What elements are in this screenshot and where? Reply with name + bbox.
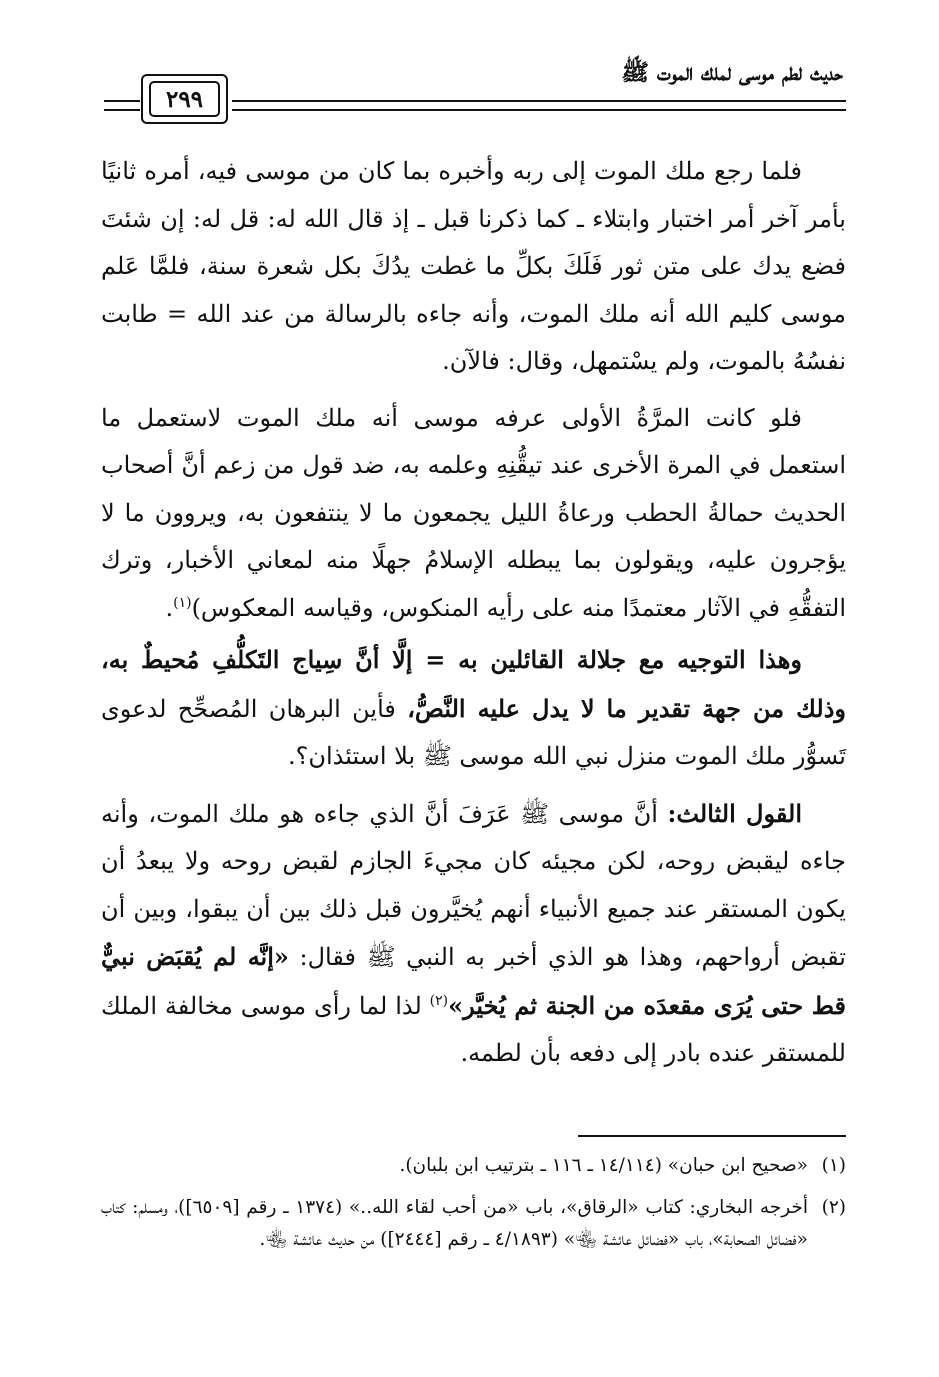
section-heading-third-opinion: القول الثالث: bbox=[667, 798, 802, 828]
paragraph-4-tail: لذا لما رأى موسى مخالفة الملك للمستقر عنده بادر إلى دفعه بأن لطمه. bbox=[101, 991, 846, 1067]
footnote-separator bbox=[578, 1135, 846, 1137]
header-rule bbox=[232, 100, 846, 111]
paragraph-2-text: فلو كانت المرَّةُ الأولى عرفه موسى أنه ملك الموت لاستعمل ما استعمل في المرة الأخرى عند تيقُّنِهِ وعلمه به، ضد قول من زعم أنَّ أصحاب الحديث حمالةُ الحطب ورعاةُ الليل يجمعون ما لا ينتفعون به، ويروون ما لا يؤجرون عليه، ويقولون بما يبطله الإسلامُ جهلًا منه لمعاني الأخبار، وترك التفقُّهِ في الآثار معتمدًا منه على رأيه المنكوس، وقياسه المعكوس) bbox=[101, 403, 846, 622]
paragraph-2-tail: . bbox=[165, 593, 174, 622]
page-number: ٢٩٩ bbox=[149, 81, 220, 117]
paragraph-1 bbox=[101, 148, 846, 386]
footnote-2 bbox=[101, 1192, 846, 1256]
main-text bbox=[101, 148, 846, 1087]
paragraph-3-bold-text: وهذا التوجيه مع جلالة القائلين به = إلَّا أنَّ سِياج التَكلُّفِ مُحيطٌ به، وذلك من جهة تقدير ما لا يدل عليه النَّصُّ، bbox=[101, 645, 846, 723]
paragraph-4 bbox=[101, 790, 846, 1078]
hadith-quote: «إنَّه لم يُقبَض نبيٌّ قط حتى يُرَى مقعدَه من الجنة ثم يُخيَّر» bbox=[101, 942, 846, 1020]
paragraph-3 bbox=[101, 636, 846, 781]
footnote-2-number: (٢) bbox=[821, 1197, 846, 1218]
footnotes bbox=[101, 1150, 846, 1266]
footnote-ref-1[interactable]: (١) bbox=[173, 594, 192, 611]
paragraph-3-text: فأين البرهان المُصحِّح لدعوى تَسوُّر ملك الموت منزل نبي الله موسى ﷺ بلا استئذان؟. bbox=[101, 694, 846, 770]
paragraph-1-text: فلما رجع ملك الموت إلى ربه وأخبره بما كان من موسى فيه، أمره ثانيًا بأمر آخر أمر اختبار وابتلاء ـ كما ذكرنا قبل ـ إذ قال الله له: قل له: إن شئتَ فضع يدك على متن ثور فَلَكَ بكلِّ ما غطت يدُكَ بكل شعرة سنة، فلمَّا عَلم موسى كليم الله أنه ملك الموت، وأنه جاءه بالرسالة من عند الله = طابت نفسُهُ بالموت، ولم يسْتمهل، وقال: فالآن. bbox=[101, 157, 846, 375]
footnote-1-number: (١) bbox=[821, 1155, 846, 1176]
footnote-2-text: أخرجه البخاري: كتاب «الرقاق»، باب «من أحب لقاء الله..» (١٣٧٤ ـ رقم [٦٥٠٩])، ومسلم: كتاب «فضائل الصحابة»، باب «فضائل عائشة ﵄» (٤/١٨٩٣ ـ رقم [٢٤٤٤]) من حديث عائشة ﵄. bbox=[101, 1197, 808, 1250]
running-title: حديث لطم موسى لملك الموت ﷺ bbox=[621, 59, 843, 86]
paragraph-2 bbox=[101, 395, 846, 633]
footnote-1-text: «صحيح ابن حبان» (١٤/١١٤ ـ ١١٦ ـ بترتيب ابن بلبان). bbox=[399, 1155, 808, 1176]
footnote-ref-2[interactable]: (٢) bbox=[429, 992, 449, 1009]
paragraph-4-text: أنَّ موسى ﷺ عَرَفَ أنَّ الذي جاءه هو ملك الموت، وأنه جاءه ليقبض روحه، لكن مجيئه كان مجيءَ الجازم لقبض روحه ولا يبعدُ أن يكون المستقر عند جميع الأنبياء أنهم يُخيَّرون قبل ذلك بين أن يبقوا، وبين أن تقبض أرواحهم، وهذا هو الذي أخبر به النبي ﷺ فقال: bbox=[101, 799, 846, 971]
footnote-1 bbox=[101, 1150, 846, 1182]
header-rule-left bbox=[104, 100, 140, 111]
page-number-frame bbox=[141, 74, 228, 124]
